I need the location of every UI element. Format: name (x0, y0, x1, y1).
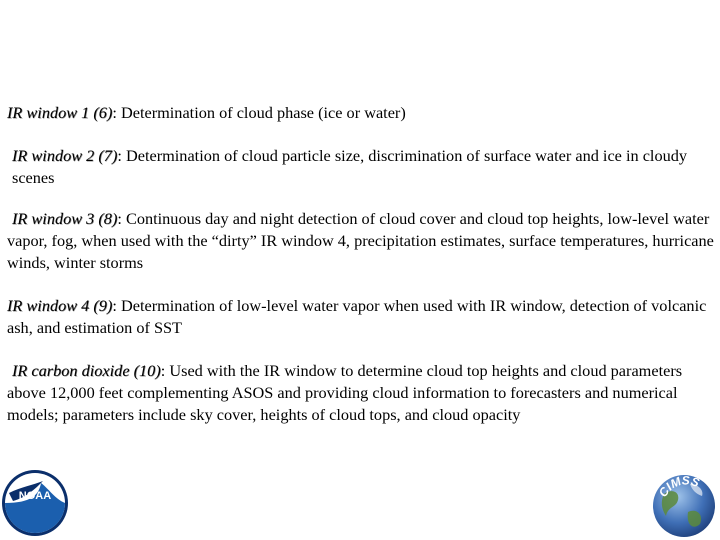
paragraph-ir-window-3 (7, 208, 715, 274)
paragraph-ir-window-1 (7, 102, 715, 124)
paragraph-lead: IR window 4 (9) (7, 296, 113, 315)
cimss-logo-graphic (650, 472, 718, 540)
paragraph-text: : Used with the IR window to determine cloud top heights and cloud parameters above 12,000 feet complementing ASOS and providing cloud information to forecasters and numerical models; parameters include sky cover, heights of cloud tops, and cloud opacity (7, 361, 683, 424)
noaa-logo (1, 469, 69, 537)
cimss-logo-text: CIMSS (655, 473, 702, 500)
paragraph-text: : Determination of cloud phase (ice or water) (112, 103, 406, 122)
paragraph-lead: IR window 1 (6) (7, 103, 113, 122)
paragraph-text: : Continuous day and night detection of cloud cover and cloud top heights, low-level water vapor, fog, when used with the “dirty” IR window 4, precipitation estimates, surface temperatures, hurricane winds, winter storms (7, 209, 714, 272)
noaa-logo-graphic (1, 469, 69, 537)
paragraph-lead: IR carbon dioxide (10) (12, 361, 161, 380)
paragraph-ir-window-2 (7, 145, 715, 189)
paragraph-ir-carbon-dioxide (7, 360, 715, 426)
cimss-logo (650, 472, 718, 540)
paragraph-ir-window-4 (7, 295, 715, 339)
paragraph-text: : Determination of cloud particle size, discrimination of surface water and ice in cloudy scenes (12, 146, 688, 187)
paragraph-lead: IR window 3 (8) (12, 209, 118, 228)
noaa-logo-text: NOAA (18, 490, 52, 502)
paragraph-lead: IR window 2 (7) (12, 146, 118, 165)
paragraph-text: : Determination of low-level water vapor when used with IR window, detection of volcanic ash, and estimation of SST (7, 296, 707, 337)
